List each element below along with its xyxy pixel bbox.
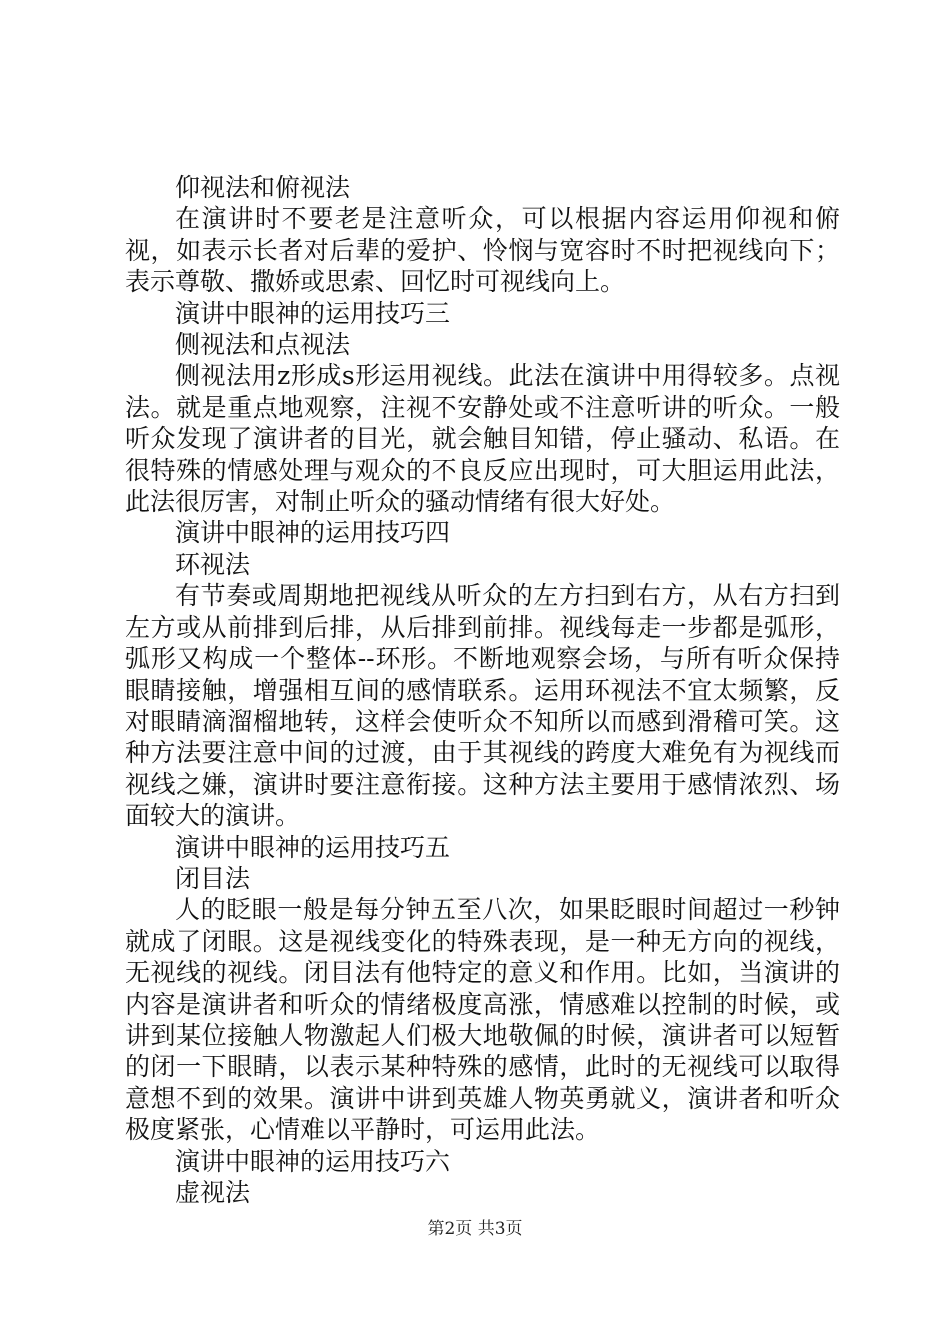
document-body — [125, 172, 840, 1208]
section-heading-technique-5: 演讲中眼神的运用技巧五 — [175, 832, 451, 862]
paragraph-closed-eyes: 人的眨眼一般是每分钟五至八次，如果眨眼时间超过一秒钟就成了闭眼。这是视线变化的特殊表现，是一种无方向的视线，无视线的视线。闭目法有他特定的意义和作用。比如，当演讲的内容是演讲者和听众的情绪极度高涨，情感难以控制的时候，或讲到某位接触人物激起人们极大地敬佩的时候，演讲者可以短暂的闭一下眼睛，以表示某种特殊的感情，此时的无视线可以取得意想不到的效果。演讲中讲到英雄人物英勇就义，演讲者和听众极度紧张，心情难以平静时，可运用此法。 — [125, 895, 840, 1145]
page-number: 第2页 共3页 — [427, 1219, 523, 1239]
subheading-upward-downward-gaze: 仰视法和俯视法 — [175, 173, 351, 202]
paragraph-circular-gaze: 有节奏或周期地把视线从听众的左方扫到右方，从右方扫到左方或从前排到后排，从后排到前排。视线每走一步都是弧形，弧形又构成一个整体--环形。不断地观察会场，与所有听众保持眼睛接触，增强相互间的感情联系。运用环视法不宜太频繁，反对眼睛滴溜榴地转，这样会使听众不知所以而感到滑稽可笑。这种方法要注意中间的过渡，由于其视线的跨度大难免有为视线而视线之嫌，演讲时要注意衔接。这种方法主要用于感情浓烈、场面较大的演讲。 — [125, 581, 840, 831]
section-heading-technique-3: 演讲中眼神的运用技巧三 — [175, 298, 451, 328]
paragraph-upward-downward-gaze: 在演讲时不要老是注意听众，可以根据内容运用仰视和俯视，如表示长者对后辈的爱护、怜悯与宽容时不时把视线向下；表示尊敬、撒娇或思索、回忆时可视线向上。 — [125, 204, 840, 297]
subheading-circular-gaze: 环视法 — [175, 549, 251, 579]
subheading-side-point-gaze: 侧视法和点视法 — [175, 330, 351, 360]
section-heading-technique-6: 演讲中眼神的运用技巧六 — [175, 1146, 451, 1176]
section-heading-technique-4: 演讲中眼神的运用技巧四 — [175, 518, 451, 548]
subheading-virtual-gaze: 虚视法 — [175, 1178, 251, 1207]
paragraph-side-point-gaze: 侧视法用z形成s形运用视线。此法在演讲中用得较多。点视法。就是重点地观察，注视不安静处或不注意听讲的听众。一般听众发现了演讲者的目光，就会触目知错，停止骚动、私语。在很特殊的情感处理与观众的不良反应出现时，可大胆运用此法，此法很厉害，对制止听众的骚动情绪有很大好处。 — [125, 361, 840, 517]
subheading-closed-eyes: 闭目法 — [175, 863, 251, 893]
